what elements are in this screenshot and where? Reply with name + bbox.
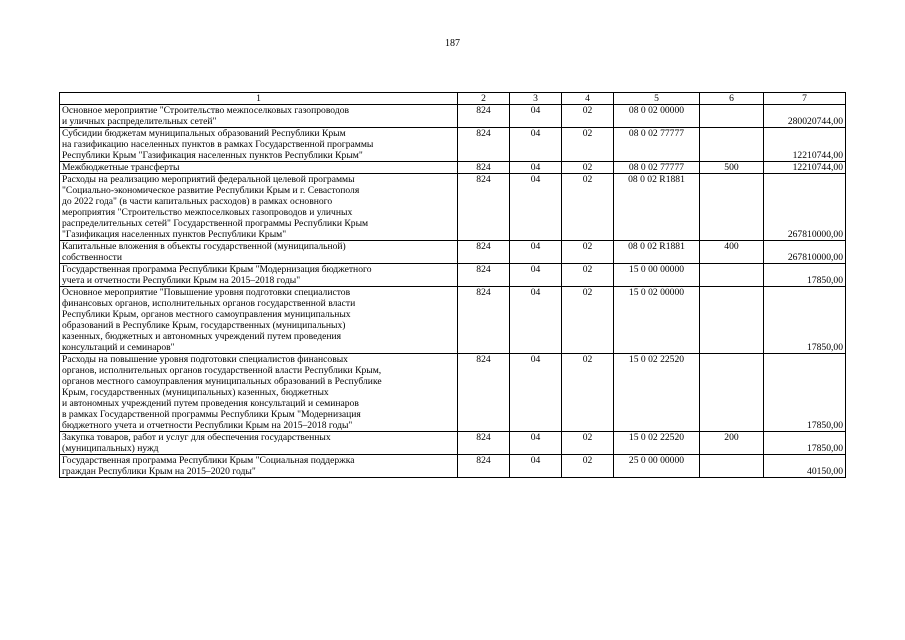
table-row [60,287,846,354]
amount-cell: 40150,00 [764,455,846,478]
subsection-code-cell: 02 [562,264,614,287]
target-code-cell: 08 0 02 R1881 [614,174,700,241]
row-name-line: образований в Республике Крым, государственных (муниципальных) [62,320,346,331]
subsection-code-cell: 02 [562,105,614,128]
admin-code-cell: 824 [458,432,510,455]
row-name-line: казенных, бюджетных и автономных учреждений путем проведения [62,331,342,342]
row-name-line: (муниципальных) нужд [62,443,159,454]
expense-type-cell: 500 [700,162,764,174]
row-name-cell [60,241,458,264]
admin-code-cell: 824 [458,162,510,174]
admin-code-cell: 824 [458,105,510,128]
column-header: 6 [700,93,764,105]
row-name-cell [60,162,458,174]
admin-code-cell: 824 [458,128,510,162]
amount-cell: 267810000,00 [764,174,846,241]
amount-cell: 12210744,00 [764,128,846,162]
amount-cell: 267810000,00 [764,241,846,264]
expense-type-cell: 400 [700,241,764,264]
table-row [60,241,846,264]
row-name-line: Закупка товаров, работ и услуг для обеспечения государственных [62,432,331,443]
row-name-line: Республики Крым, органов местного самоуправления муниципальных [62,309,351,320]
column-header: 2 [458,93,510,105]
header-row [60,93,846,105]
row-name-line: мероприятия "Строительство межпоселковых газопроводов и уличных [62,207,353,218]
table-row [60,432,846,455]
row-name-line: "Социально-экономическое развитие Республики Крым и г. Севастополя [62,185,360,196]
row-name-line: Межбюджетные трансферты [62,162,180,173]
table-row [60,162,846,174]
admin-code-cell: 824 [458,264,510,287]
section-code-cell: 04 [510,162,562,174]
column-header: 7 [764,93,846,105]
amount-cell: 17850,00 [764,287,846,354]
row-name-cell [60,174,458,241]
target-code-cell: 08 0 02 R1881 [614,241,700,264]
page-number: 187 [445,38,460,49]
section-code-cell: 04 [510,354,562,432]
row-name-line: и автономных учреждений путем проведения консультаций и семинаров [62,398,359,409]
expense-type-cell [700,455,764,478]
section-code-cell: 04 [510,128,562,162]
expense-type-cell [700,128,764,162]
row-name-line: "Газификация населенных пунктов Республики Крым" [62,229,287,240]
section-code-cell: 04 [510,432,562,455]
row-name-line: и уличных распределительных сетей" [62,116,217,127]
row-name-line: органов, исполнительных органов государственной власти Республики Крым, [62,365,382,376]
target-code-cell: 15 0 02 00000 [614,287,700,354]
table-row [60,105,846,128]
row-name-line: Государственная программа Республики Крым "Модернизация бюджетного [62,264,372,275]
target-code-cell: 15 0 02 22520 [614,354,700,432]
admin-code-cell: 824 [458,287,510,354]
subsection-code-cell: 02 [562,241,614,264]
row-name-line: Субсидии бюджетам муниципальных образований Республики Крым [62,128,346,139]
section-code-cell: 04 [510,241,562,264]
table-row [60,455,846,478]
target-code-cell: 15 0 00 00000 [614,264,700,287]
row-name-line: в рамках Государственной программы Республики Крым "Модернизация [62,409,361,420]
column-header: 5 [614,93,700,105]
table-row [60,354,846,432]
target-code-cell: 08 0 02 77777 [614,162,700,174]
expense-type-cell [700,105,764,128]
row-name-line: Капитальные вложения в объекты государственной (муниципальной) [62,241,346,252]
row-name-line: Республики Крым "Газификация населенных пунктов Республики Крым" [62,150,363,161]
row-name-line: консультаций и семинаров" [62,342,175,353]
row-name-cell [60,264,458,287]
target-code-cell: 08 0 02 00000 [614,105,700,128]
amount-cell: 17850,00 [764,432,846,455]
subsection-code-cell: 02 [562,128,614,162]
amount-cell: 12210744,00 [764,162,846,174]
admin-code-cell: 824 [458,241,510,264]
row-name-cell [60,128,458,162]
subsection-code-cell: 02 [562,287,614,354]
subsection-code-cell: 02 [562,162,614,174]
row-name-line: органов местного самоуправления муниципальных образований в Республике [62,376,382,387]
row-name-cell [60,354,458,432]
column-header: 4 [562,93,614,105]
row-name-line: учета и отчетности Республики Крым на 2015–2018 годы" [62,275,301,286]
admin-code-cell: 824 [458,455,510,478]
row-name-line: Основное мероприятие "Повышение уровня подготовки специалистов [62,287,351,298]
amount-cell: 17850,00 [764,354,846,432]
target-code-cell: 08 0 02 77777 [614,128,700,162]
column-header: 1 [60,93,458,105]
subsection-code-cell: 02 [562,174,614,241]
table-row [60,128,846,162]
table-body [60,105,846,478]
subsection-code-cell: 02 [562,432,614,455]
row-name-cell [60,105,458,128]
amount-cell: 280020744,00 [764,105,846,128]
row-name-line: распределительных сетей" Государственной программы Республики Крым [62,218,369,229]
budget-table [59,92,846,478]
expense-type-cell [700,174,764,241]
row-name-line: до 2022 года" (в части капитальных расходов) в рамках основного [62,196,333,207]
row-name-cell [60,432,458,455]
row-name-line: Государственная программа Республики Крым "Социальная поддержка [62,455,355,466]
target-code-cell: 25 0 00 00000 [614,455,700,478]
column-header: 3 [510,93,562,105]
row-name-line: Расходы на реализацию мероприятий федеральной целевой программы [62,174,355,185]
table-row [60,174,846,241]
subsection-code-cell: 02 [562,455,614,478]
row-name-line: бюджетного учета и отчетности Республики Крым на 2015–2018 годы" [62,420,353,431]
expense-type-cell: 200 [700,432,764,455]
section-code-cell: 04 [510,287,562,354]
row-name-line: Расходы на повышение уровня подготовки специалистов финансовых [62,354,348,365]
section-code-cell: 04 [510,264,562,287]
subsection-code-cell: 02 [562,354,614,432]
admin-code-cell: 824 [458,354,510,432]
row-name-cell [60,455,458,478]
table-row [60,264,846,287]
row-name-line: граждан Республики Крым на 2015–2020 годы" [62,466,256,477]
section-code-cell: 04 [510,455,562,478]
section-code-cell: 04 [510,174,562,241]
row-name-line: на газификацию населенных пунктов в рамках Государственной программы [62,139,374,150]
amount-cell: 17850,00 [764,264,846,287]
expense-type-cell [700,264,764,287]
row-name-cell [60,287,458,354]
row-name-line: собственности [62,252,123,263]
row-name-line: Крым, государственных (муниципальных) казенных, бюджетных [62,387,329,398]
expense-type-cell [700,354,764,432]
row-name-line: финансовых органов, исполнительных органов государственной власти [62,298,356,309]
row-name-line: Основное мероприятие "Строительство межпоселковых газопроводов [62,105,350,116]
expense-type-cell [700,287,764,354]
section-code-cell: 04 [510,105,562,128]
target-code-cell: 15 0 02 22520 [614,432,700,455]
admin-code-cell: 824 [458,174,510,241]
